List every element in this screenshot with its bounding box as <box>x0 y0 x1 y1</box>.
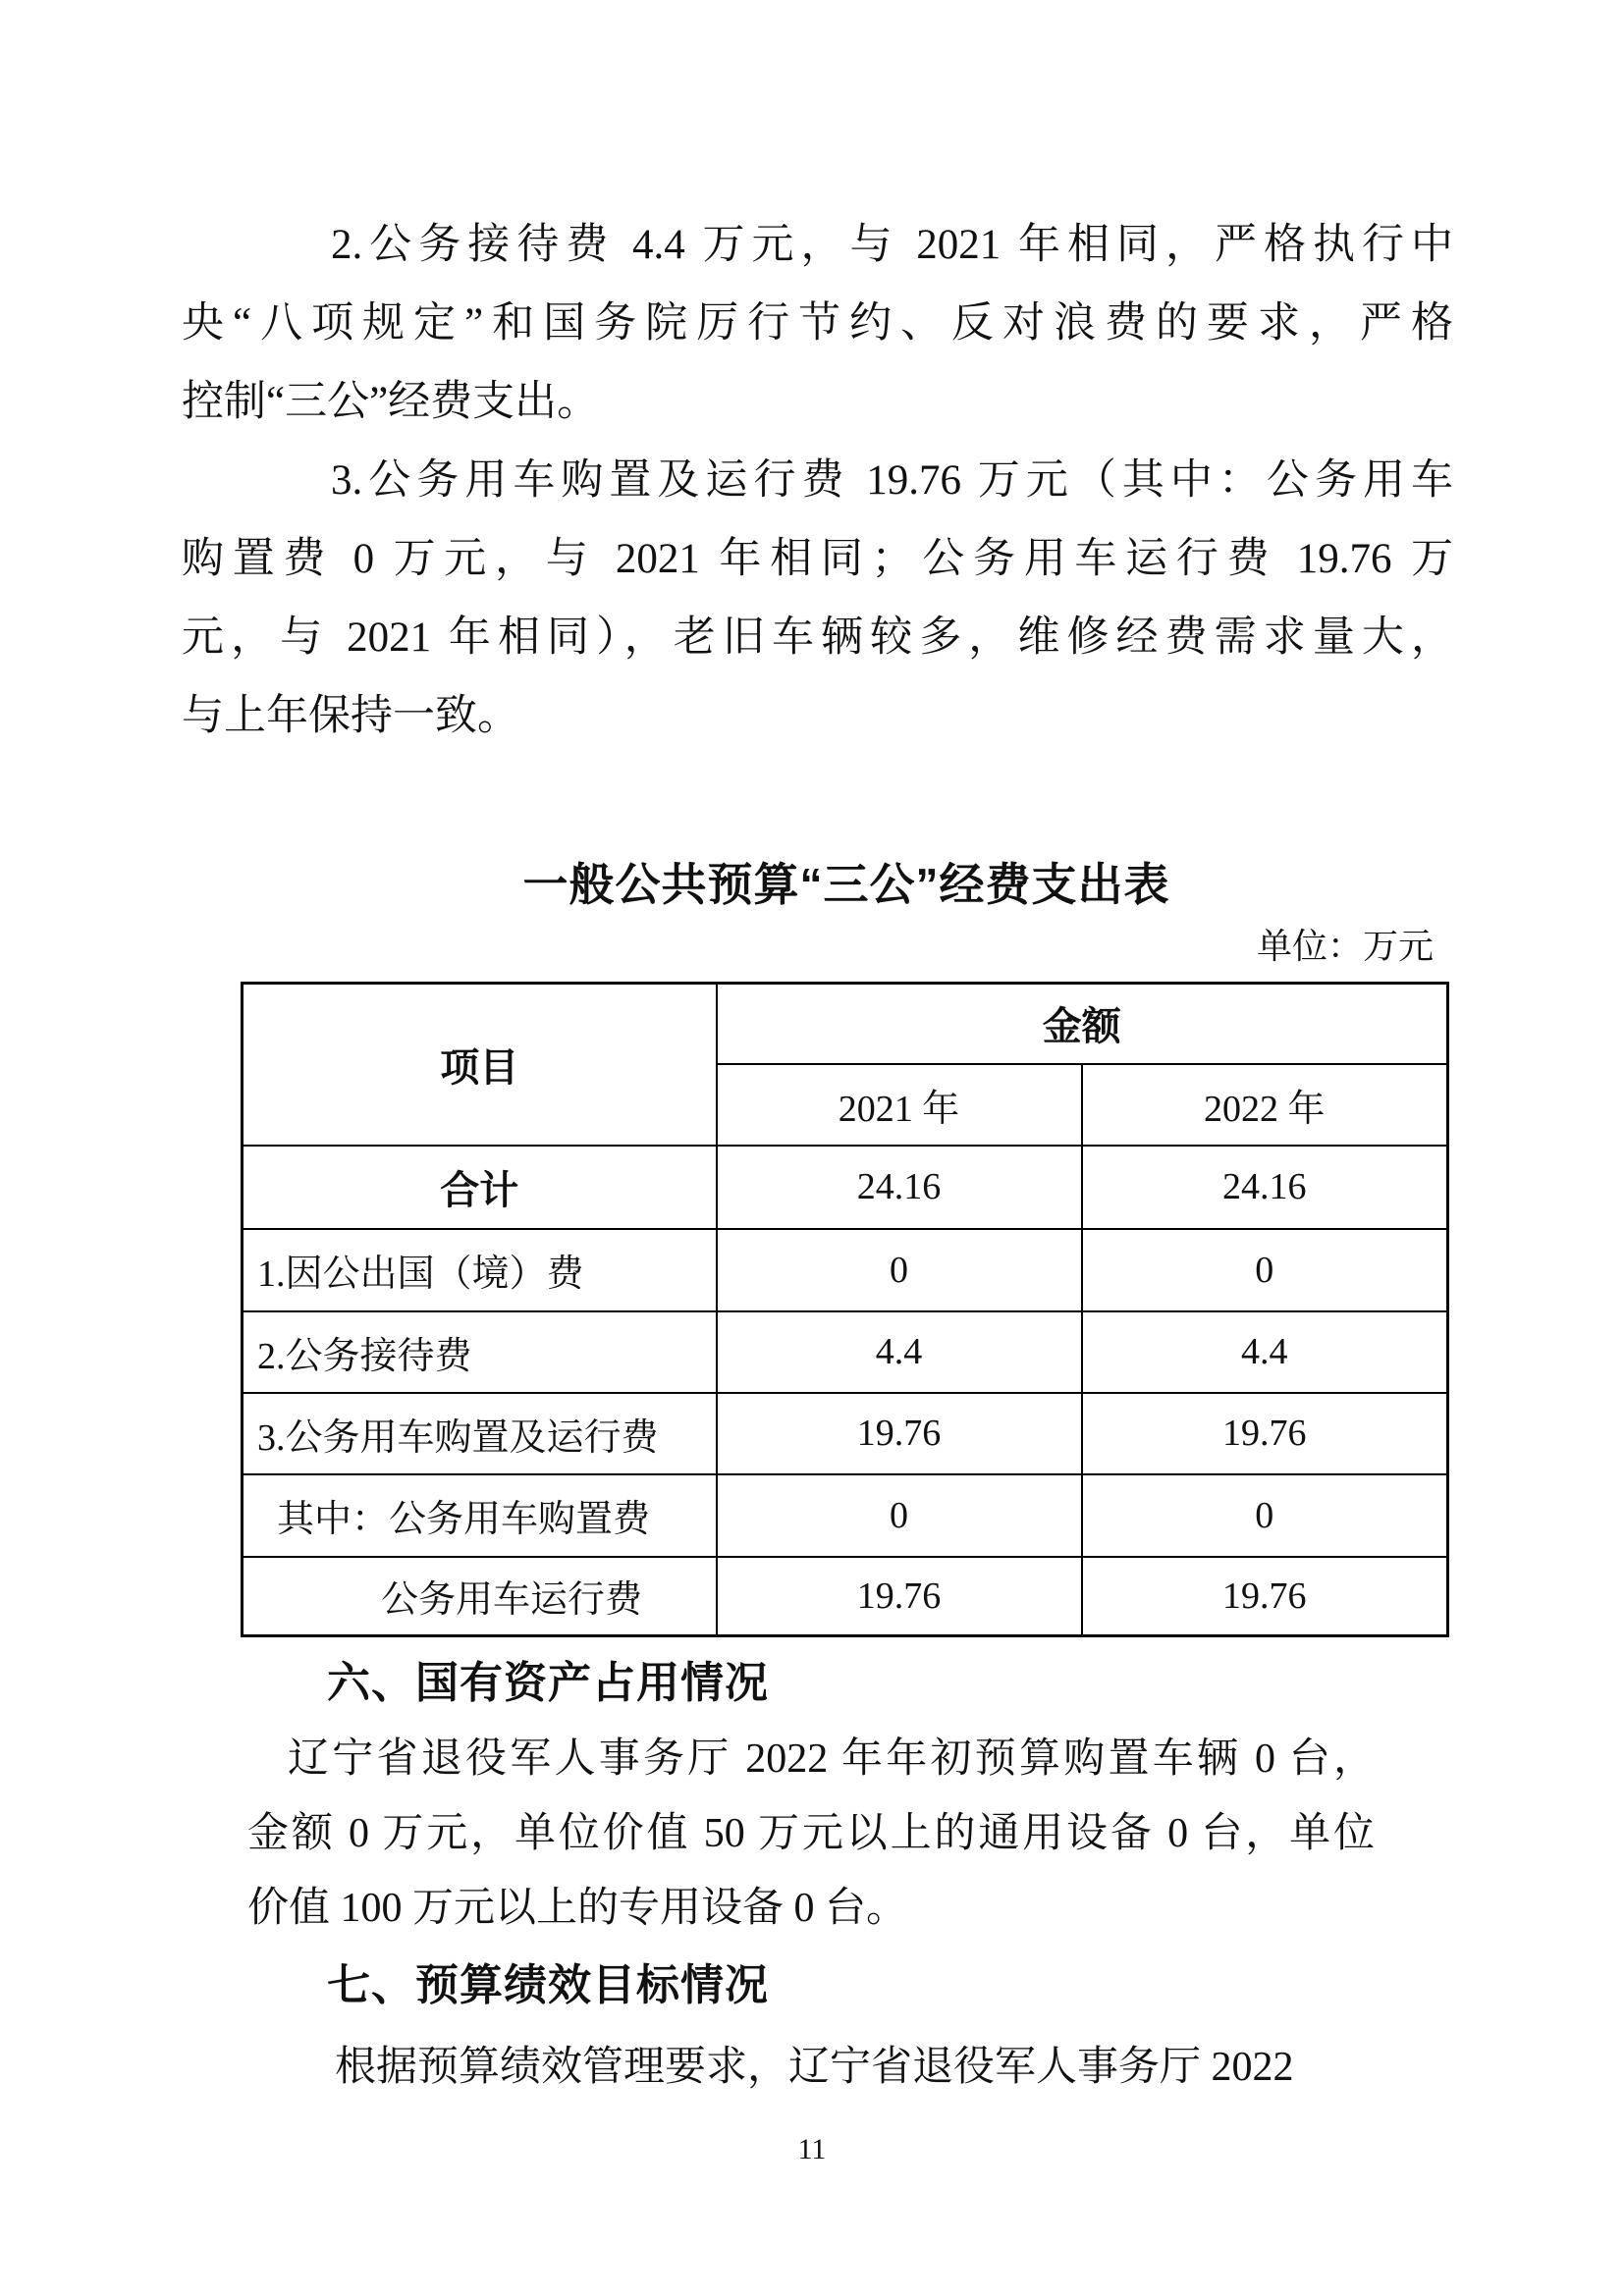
table-unit-note: 单位：万元 <box>1256 927 1434 966</box>
text-line: 根据预算绩效管理要求，辽宁省退役军人事务厅 2022 <box>335 2045 1294 2090</box>
text-line: 价值 100 万元以上的专用设备 0 台。 <box>247 1886 908 1931</box>
text-line: 控制“三公”经费支出。 <box>182 379 600 425</box>
page-number: 11 <box>797 2133 827 2165</box>
row-value-2021: 4.4 <box>717 1311 1082 1393</box>
row-value-2021: 24.16 <box>717 1146 1082 1229</box>
section-assets-paragraph <box>247 1722 1375 1946</box>
row-label: 公务用车运行费 <box>243 1557 717 1636</box>
table-row <box>243 1229 1448 1311</box>
section-heading-budget-performance: 七、预算绩效目标情况 <box>327 1961 769 2009</box>
row-value-2021: 0 <box>717 1474 1082 1557</box>
text-line: 金额 0 万元，单位价值 50 万元以上的通用设备 0 台，单位 <box>247 1811 1375 1856</box>
table-header-2022: 2022 年 <box>1082 1064 1448 1146</box>
text-line: 央“八项规定”和国务院厉行节约、反对浪费的要求，严格 <box>182 300 1453 347</box>
sangong-expense-table <box>241 982 1449 1637</box>
table-header-amount: 金额 <box>717 984 1448 1064</box>
row-label: 1.因公出国（境）费 <box>243 1229 717 1311</box>
row-value-2021: 19.76 <box>717 1557 1082 1636</box>
table-row <box>243 1474 1448 1557</box>
row-label: 合计 <box>243 1146 717 1229</box>
table-header-row <box>243 984 1448 1064</box>
text-line: 购置费 0 万元，与 2021 年相同；公务用车运行费 19.76 万 <box>182 536 1453 582</box>
row-value-2022: 24.16 <box>1082 1146 1448 1229</box>
section-performance-paragraph <box>247 2030 1426 2105</box>
table-row <box>243 1311 1448 1393</box>
body-paragraphs <box>182 206 1453 756</box>
text-line: 3.公务用车购置及运行费 19.76 万元（其中：公务用车 <box>331 457 1453 504</box>
table-header-2021: 2021 年 <box>717 1064 1082 1146</box>
table-row <box>243 1557 1448 1636</box>
row-value-2022: 0 <box>1082 1229 1448 1311</box>
section-heading-state-assets: 六、国有资产占用情况 <box>327 1659 769 1707</box>
table-title: 一般公共预算“三公”经费支出表 <box>522 859 1170 910</box>
row-value-2022: 0 <box>1082 1474 1448 1557</box>
text-line: 2.公务接待费 4.4 万元，与 2021 年相同，严格执行中 <box>331 222 1453 268</box>
text-line: 元，与 2021 年相同），老旧车辆较多，维修经费需求量大， <box>182 614 1453 661</box>
table-row-total <box>243 1146 1448 1229</box>
row-value-2022: 19.76 <box>1082 1393 1448 1474</box>
row-value-2022: 19.76 <box>1082 1557 1448 1636</box>
row-value-2021: 19.76 <box>717 1393 1082 1474</box>
row-value-2021: 0 <box>717 1229 1082 1311</box>
text-line: 与上年保持一致。 <box>182 693 519 739</box>
row-label: 其中：公务用车购置费 <box>243 1474 717 1557</box>
row-label: 2.公务接待费 <box>243 1311 717 1393</box>
row-value-2022: 4.4 <box>1082 1311 1448 1393</box>
text-line: 辽宁省退役军人事务厅 2022 年年初预算购置车辆 0 台， <box>288 1736 1375 1782</box>
table-row <box>243 1393 1448 1474</box>
row-label: 3.公务用车购置及运行费 <box>243 1393 717 1474</box>
table-header-item: 项目 <box>243 984 717 1146</box>
